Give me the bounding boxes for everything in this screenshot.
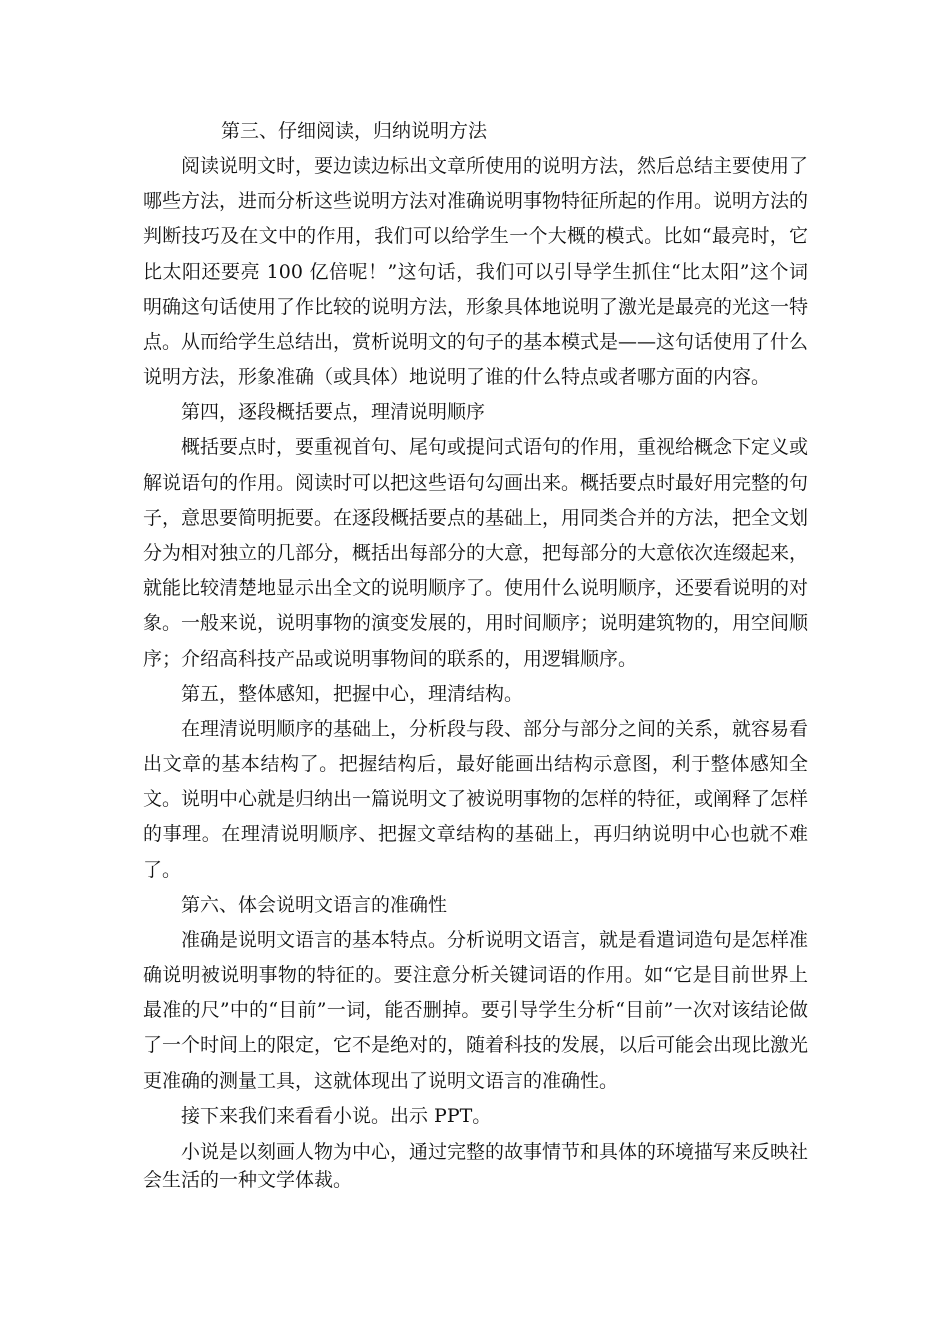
section-heading-3: 第三、仔细阅读，归纳说明方法 (221, 120, 488, 142)
closing-paragraph: 小说是以刻画人物为中心，通过完整的故事情节和具体的环境描写来反映社会生活的一种文学体裁。 (143, 1140, 809, 1191)
section-paragraph-4: 概括要点时，要重视首句、尾句或提问式语句的作用，重视给概念下定义或解说语句的作用。阅读时可以把这些语句勾画出来。概括要点时最好用完整的句子，意思要简明扼要。在逐段概括要点的基础上，用同类合并的方法，把全文划分为相对独立的几部分，概括出每部分的大意，把每部分的大意依次连缀起来，就能比较清楚地显示出全文的说明顺序了。使用什么说明顺序，还要看说明的对象。一般来说，说明事物的演变发展的，用时间顺序；说明建筑物的，用空间顺序；介绍高科技产品或说明事物间的联系的，用逻辑顺序。 (143, 436, 809, 670)
document-body (143, 114, 808, 1194)
section-heading-6: 第六、体会说明文语言的准确性 (181, 893, 448, 916)
transition-line: 接下来我们来看看小说。出示 PPT。 (181, 1104, 492, 1127)
section-paragraph-5: 在理清说明顺序的基础上，分析段与段、部分与部分之间的关系，就容易看出文章的基本结构了。把握结构后，最好能画出结构示意图，利于整体感知全文。说明中心就是归纳出一篇说明文了被说明事物的怎样的特征，或阐释了怎样的事理。在理清说明顺序、把握文章结构的基础上，再归纳说明中心也就不难了。 (143, 717, 809, 881)
section-heading-5: 第五，整体感知，把握中心，理清结构。 (181, 682, 524, 705)
section-paragraph-3: 阅读说明文时，要边读边标出文章所使用的说明方法，然后总结主要使用了哪些方法，进而分析这些说明方法对准确说明事物特征所起的作用。说明方法的判断技巧及在文中的作用，我们可以给学生一个大概的模式。比如“最亮时，它比太阳还要亮 100 亿倍呢！”这句话，我们可以引导学生抓住“比太阳”这个词明确这句话使用了作比较的说明方法，形象具体地说明了激光是最亮的光这一特点。从而给学生总结出，赏析说明文的句子的基本模式是——这句话使用了什么说明方法，形象准确（或具体）地说明了谁的什么特点或者哪方面的内容。 (143, 155, 809, 389)
section-paragraph-6: 准确是说明文语言的基本特点。分析说明文语言，就是看遣词造句是怎样准确说明被说明事物的特征的。要注意分析关键词语的作用。如“它是目前世界上最准的尺”中的“目前”一词，能否删掉。要引导学生分析“目前”一次对该结论做了一个时间上的限定，它不是绝对的，随着科技的发展，以后可能会出现比激光更准确的测量工具，这就体现出了说明文语言的准确性。 (143, 928, 809, 1092)
section-heading-4: 第四，逐段概括要点，理清说明顺序 (181, 401, 486, 424)
